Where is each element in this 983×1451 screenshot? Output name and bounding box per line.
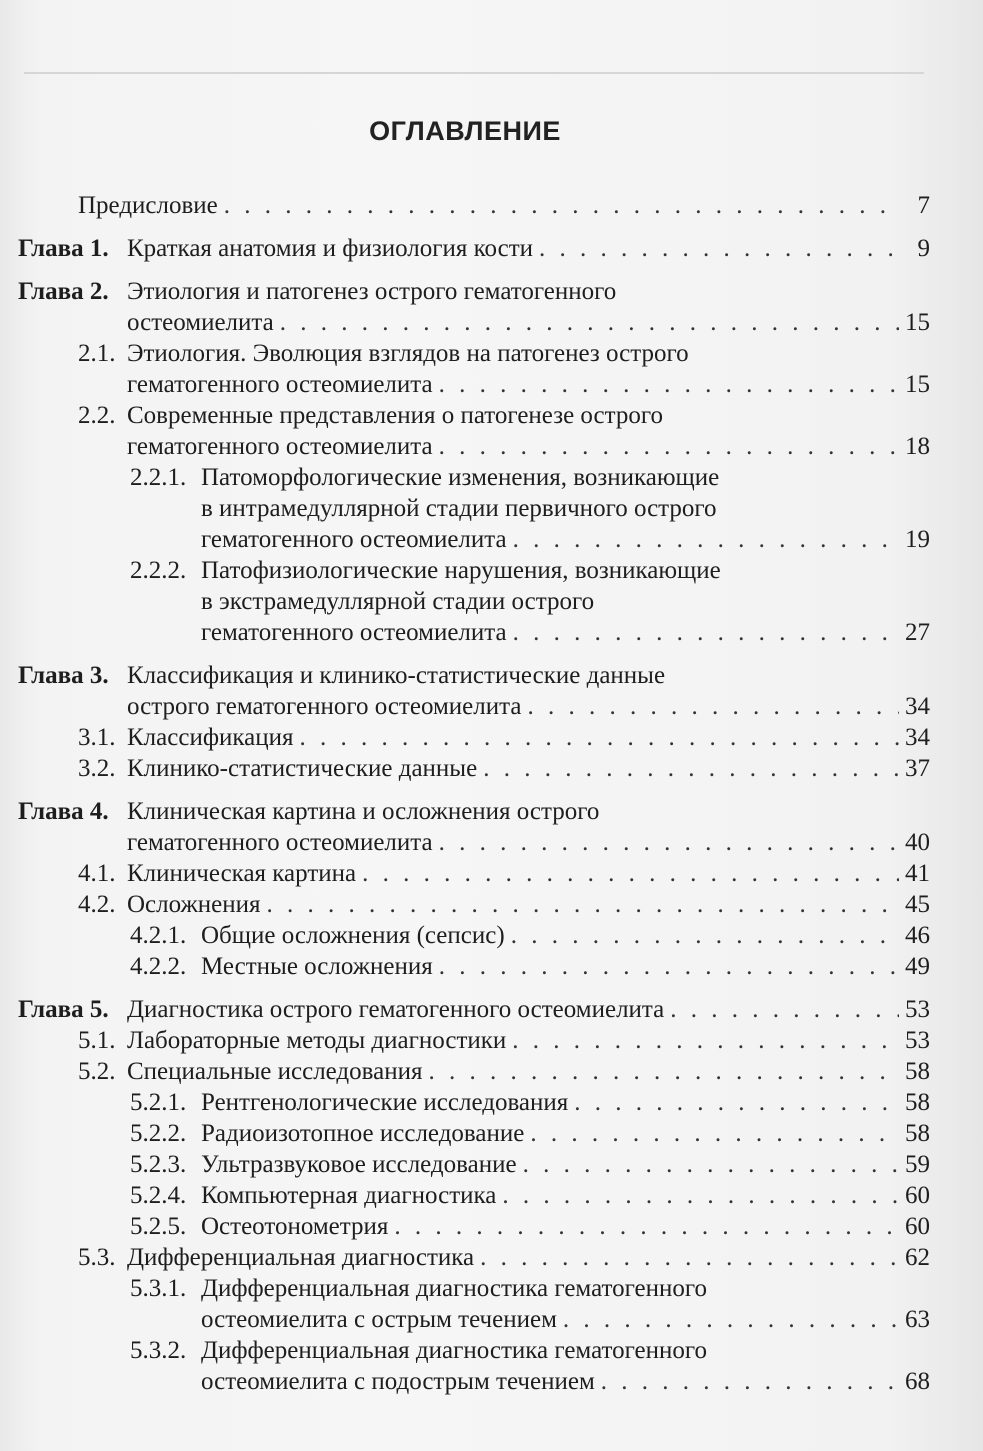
toc-entry-line xyxy=(201,920,930,951)
toc-entry xyxy=(0,1211,983,1242)
toc-entry-title: Рентгенологические исследования xyxy=(201,1089,569,1116)
toc-entry-line xyxy=(127,994,930,1025)
dot-leader xyxy=(433,827,899,858)
toc-entry-number: 3.2. xyxy=(78,755,116,782)
toc-page-number: 15 xyxy=(905,371,930,398)
toc-entry-number: 5.3.1. xyxy=(130,1275,187,1302)
toc-entry-line xyxy=(201,1180,930,1211)
dot-leader xyxy=(507,524,899,555)
toc-entry-title: Клиническая картина xyxy=(127,860,357,887)
toc-entry-number: 4.2. xyxy=(78,891,116,918)
dot-leader xyxy=(433,951,899,982)
toc-page-number: 9 xyxy=(917,235,930,262)
toc-entry xyxy=(0,1335,983,1397)
toc-entry-title: остеомиелита xyxy=(127,309,274,336)
dot-leader xyxy=(388,1211,899,1242)
toc-entry-line xyxy=(127,827,930,858)
toc-page-number: 27 xyxy=(905,619,930,646)
dot-leader xyxy=(422,1056,899,1087)
toc-entry xyxy=(0,796,983,858)
toc-entry-line xyxy=(127,691,930,722)
toc-entry-line xyxy=(201,1118,930,1149)
toc-entry-line xyxy=(127,796,930,827)
toc-page-number: 53 xyxy=(905,996,930,1023)
toc-page-number: 7 xyxy=(917,192,930,219)
toc-entry-number: Глава 4. xyxy=(18,798,109,825)
toc-entry-line xyxy=(127,1242,930,1273)
dot-leader xyxy=(595,1366,899,1397)
dot-leader xyxy=(507,617,899,648)
toc-entry-title: гематогенного остеомиелита xyxy=(201,526,507,553)
dot-leader xyxy=(496,1180,899,1211)
toc-entry-line xyxy=(201,555,930,586)
dot-leader xyxy=(568,1087,899,1118)
toc-entry-number: 2.2. xyxy=(78,402,116,429)
toc-entry-line xyxy=(201,1149,930,1180)
toc-entry-title: в интрамедуллярной стадии первичного острого xyxy=(201,495,717,522)
dot-leader xyxy=(521,691,899,722)
dot-leader xyxy=(474,1242,899,1273)
toc-entry-number: 5.2.3. xyxy=(130,1151,187,1178)
toc-page-number: 40 xyxy=(905,829,930,856)
dot-leader xyxy=(433,369,899,400)
dot-leader xyxy=(664,994,899,1025)
toc-page-number: 60 xyxy=(905,1213,930,1240)
toc-entry xyxy=(0,1180,983,1211)
toc-entry-number: 5.2. xyxy=(78,1058,116,1085)
toc-entry-title: Диагностика острого гематогенного остеомиелита xyxy=(127,996,665,1023)
dot-leader xyxy=(524,1118,899,1149)
toc-page-number: 41 xyxy=(905,860,930,887)
toc-entry-number: 5.3. xyxy=(78,1244,116,1271)
toc-entry-number: 5.2.1. xyxy=(130,1089,187,1116)
toc-page-number: 59 xyxy=(905,1151,930,1178)
toc-page-number: 62 xyxy=(905,1244,930,1271)
toc-entry xyxy=(0,920,983,951)
toc-page-number: 58 xyxy=(905,1120,930,1147)
toc-entry-number: Глава 1. xyxy=(18,235,109,262)
dot-leader xyxy=(261,889,899,920)
toc-entry-number: 5.2.2. xyxy=(130,1120,187,1147)
toc-entry-title: Ультразвуковое исследование xyxy=(201,1151,517,1178)
toc-entry-title: Остеотонометрия xyxy=(201,1213,389,1240)
toc-entry xyxy=(0,858,983,889)
toc-entry-title: Этиология. Эволюция взглядов на патогенез острого xyxy=(127,340,689,367)
toc-entry-title: Современные представления о патогенезе острого xyxy=(127,402,664,429)
dot-leader xyxy=(506,1025,899,1056)
toc-entry-title: Классификация xyxy=(127,724,294,751)
toc-page-number: 49 xyxy=(905,953,930,980)
toc-entry-line xyxy=(78,190,930,221)
toc-entry-line xyxy=(201,493,930,524)
toc-page-number: 46 xyxy=(905,922,930,949)
toc-entry xyxy=(0,462,983,555)
toc-entry xyxy=(0,1118,983,1149)
toc-entry-title: Специальные исследования xyxy=(127,1058,423,1085)
dot-leader xyxy=(294,722,899,753)
toc-entry-title: Клиническая картина и осложнения острого xyxy=(127,798,600,825)
toc-entry-title: Радиоизотопное исследование xyxy=(201,1120,525,1147)
dot-leader xyxy=(533,233,900,264)
toc-entry-title: Дифференциальная диагностика гематогенного xyxy=(201,1275,708,1302)
toc-entry xyxy=(0,1025,983,1056)
dot-leader xyxy=(505,920,899,951)
toc-entry xyxy=(0,889,983,920)
toc-entry xyxy=(0,1242,983,1273)
toc-entry-number: 2.2.2. xyxy=(130,557,187,584)
toc-entry-line xyxy=(201,462,930,493)
toc-entry xyxy=(0,1087,983,1118)
toc-entry-number: 5.2.4. xyxy=(130,1182,187,1209)
toc-entry-title: Дифференциальная диагностика гематогенного xyxy=(201,1337,708,1364)
toc-entry-title: гематогенного остеомиелита xyxy=(127,829,433,856)
toc-entry-line xyxy=(127,753,930,784)
toc-entry-title: Предисловие xyxy=(78,192,218,219)
toc-page-number: 53 xyxy=(905,1027,930,1054)
dot-leader xyxy=(557,1304,899,1335)
toc-entry-title: Этиология и патогенез острого гематогенного xyxy=(127,278,617,305)
toc-entry-title: Клинико-статистические данные xyxy=(127,755,478,782)
toc-entry-number: 4.2.2. xyxy=(130,953,187,980)
toc-entry-number: Глава 3. xyxy=(18,662,109,689)
toc-entry-title: Осложнения xyxy=(127,891,261,918)
toc-entry-line xyxy=(127,660,930,691)
toc-entry-line xyxy=(127,889,930,920)
toc-entry-line xyxy=(201,1304,930,1335)
toc-page-number: 15 xyxy=(905,309,930,336)
toc-entry-title: Классификация и клинико-статистические данные xyxy=(127,662,666,689)
toc-page-number: 34 xyxy=(905,724,930,751)
toc-entry xyxy=(0,660,983,722)
toc-entry-number: 3.1. xyxy=(78,724,116,751)
toc-entry-title: Общие осложнения (сепсис) xyxy=(201,922,505,949)
toc-entry xyxy=(0,338,983,400)
toc-entry-line xyxy=(127,369,930,400)
toc-entry-title: в экстрамедуллярной стадии острого xyxy=(201,588,595,615)
toc-entry-title: Патоморфологические изменения, возникающие xyxy=(201,464,720,491)
toc-entry xyxy=(0,276,983,338)
toc-page-number: 18 xyxy=(905,433,930,460)
toc-entry-line xyxy=(127,1025,930,1056)
toc-page-number: 63 xyxy=(905,1306,930,1333)
toc-entry-title: острого гематогенного остеомиелита xyxy=(127,693,522,720)
dot-leader xyxy=(517,1149,899,1180)
toc-entry-line xyxy=(127,338,930,369)
toc-entry-line xyxy=(201,586,930,617)
toc-page-number: 19 xyxy=(905,526,930,553)
toc-entry-number: 4.2.1. xyxy=(130,922,187,949)
toc-entry xyxy=(0,1149,983,1180)
dot-leader xyxy=(218,190,900,221)
toc-entry xyxy=(0,994,983,1025)
toc-entry-line xyxy=(127,858,930,889)
toc-entry-line xyxy=(127,431,930,462)
toc-entry xyxy=(0,190,983,221)
toc-entry-title: остеомиелита с острым течением xyxy=(201,1306,557,1333)
toc-entry-line xyxy=(201,617,930,648)
dot-leader xyxy=(356,858,899,889)
table-of-contents xyxy=(0,190,983,1397)
bleed-through-line xyxy=(24,72,924,74)
toc-heading: ОГЛАВЛЕНИЕ xyxy=(369,116,561,146)
toc-entry-title: Дифференциальная диагностика xyxy=(127,1244,475,1271)
toc-page-number: 37 xyxy=(905,755,930,782)
toc-entry-title: Местные осложнения xyxy=(201,953,433,980)
toc-entry xyxy=(0,233,983,264)
toc-entry-line xyxy=(201,1366,930,1397)
toc-entry-title: Лабораторные методы диагностики xyxy=(127,1027,507,1054)
toc-entry-line xyxy=(127,722,930,753)
toc-entry-line xyxy=(127,400,930,431)
toc-entry-line xyxy=(201,1211,930,1242)
toc-entry xyxy=(0,951,983,982)
toc-entry-line xyxy=(127,233,930,264)
toc-entry xyxy=(0,555,983,648)
toc-entry-number: 5.1. xyxy=(78,1027,116,1054)
toc-entry-title: Патофизиологические нарушения, возникающие xyxy=(201,557,721,584)
toc-entry-line xyxy=(201,1087,930,1118)
toc-entry xyxy=(0,722,983,753)
toc-entry-title: гематогенного остеомиелита xyxy=(127,433,433,460)
toc-entry-line xyxy=(127,276,930,307)
toc-entry xyxy=(0,1056,983,1087)
dot-leader xyxy=(433,431,899,462)
toc-entry xyxy=(0,1273,983,1335)
dot-leader xyxy=(274,307,899,338)
toc-entry-line xyxy=(127,1056,930,1087)
dot-leader xyxy=(477,753,899,784)
toc-page-number: 60 xyxy=(905,1182,930,1209)
toc-page-number: 45 xyxy=(905,891,930,918)
toc-entry xyxy=(0,400,983,462)
toc-entry-number: 2.1. xyxy=(78,340,116,367)
toc-entry-number: 5.3.2. xyxy=(130,1337,187,1364)
toc-page-number: 58 xyxy=(905,1058,930,1085)
toc-page-number: 68 xyxy=(905,1368,930,1395)
toc-entry-title: гематогенного остеомиелита xyxy=(127,371,433,398)
toc-entry-line xyxy=(201,951,930,982)
toc-entry-title: Компьютерная диагностика xyxy=(201,1182,497,1209)
toc-entry-number: Глава 5. xyxy=(18,996,109,1023)
toc-entry-title: Краткая анатомия и физиология кости xyxy=(127,235,534,262)
toc-page-number: 34 xyxy=(905,693,930,720)
toc-entry-number: Глава 2. xyxy=(18,278,109,305)
toc-entry-line xyxy=(201,1273,930,1304)
toc-entry-number: 2.2.1. xyxy=(130,464,187,491)
toc-entry-line xyxy=(127,307,930,338)
toc-entry xyxy=(0,753,983,784)
toc-entry-number: 4.1. xyxy=(78,860,116,887)
toc-entry-line xyxy=(201,1335,930,1366)
toc-entry-title: остеомиелита с подострым течением xyxy=(201,1368,595,1395)
toc-entry-line xyxy=(201,524,930,555)
toc-entry-number: 5.2.5. xyxy=(130,1213,187,1240)
toc-entry-title: гематогенного остеомиелита xyxy=(201,619,507,646)
toc-page-number: 58 xyxy=(905,1089,930,1116)
